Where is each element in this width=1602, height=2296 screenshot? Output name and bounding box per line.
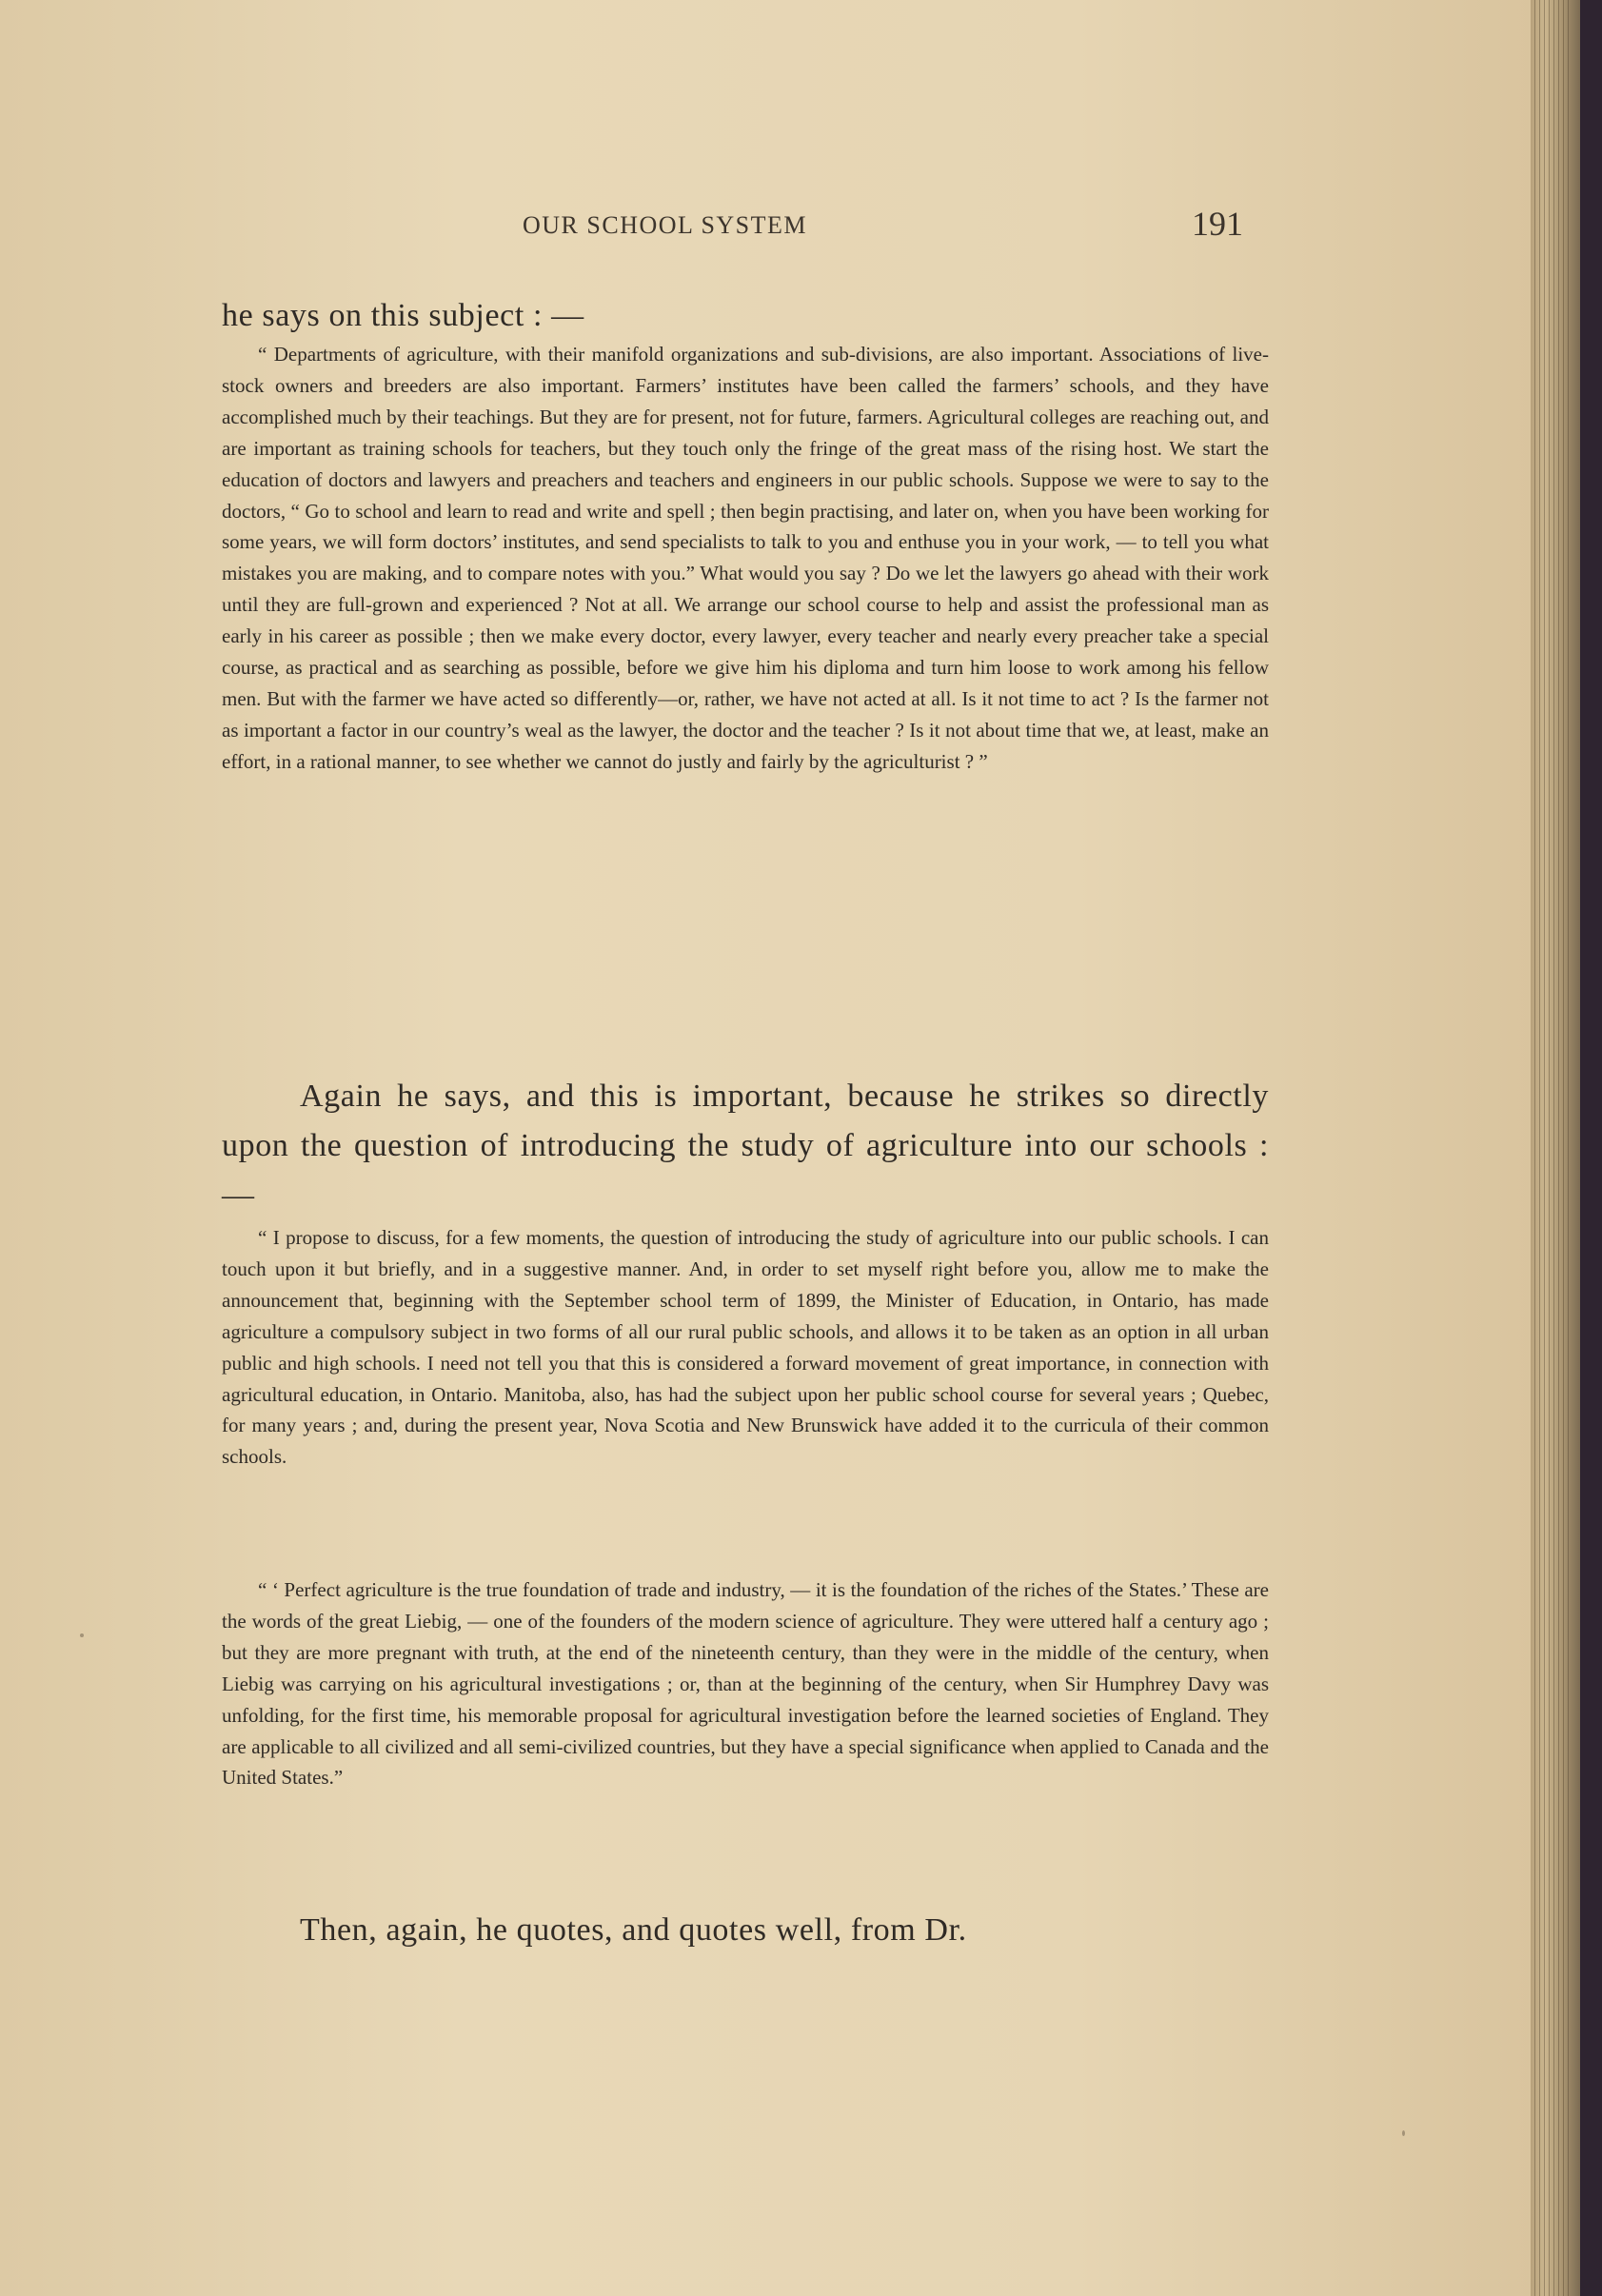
quote-propose-paragraph: “ I propose to discuss, for a few moments, the question of introducing the study of agriculture into our public schools. I can touch upon it but briefly, and in a suggestive manner. And, in order to set myself right before you, allow me to make the announcement that, beginning with the September school term of 1899, the Minister of Education, in Ontario, has made agriculture a compulsory subject in two forms of all our rural public schools, and allows it to be taken as an option in all urban public and high schools. I need not tell you that this is considered a forward movement of great importance, in connection with agricultural education, in Ontario. Manitoba, also, has had the subject upon her public school course for several years ; Quebec, for many years ; and, during the present year, Nova Scotia and New Brunswick have added it to the curricula of their common schools. [222,1226,1269,1469]
page-speck [1402,2130,1405,2136]
page-edge-lines [1534,0,1572,2296]
running-head: OUR SCHOOL SYSTEM [523,211,808,239]
quote-departments-paragraph: “ Departments of agriculture, with their manifold organizations and sub-divisions, are also important. Associations of live-stock owners and breeders are also important. Farmers’ institutes have been called the farmers’ schools, and they have accomplished much by their teachings. But they are for present, not for future, farmers. Agricultural colleges are reaching out, and are important as training schools for teachers, but they touch only the fringe of the great mass of the rising host. We start the education of doctors and lawyers and preachers and teachers and engineers in our public schools. Suppose we were to say to the doctors, “ Go to school and learn to read and write and spell ; then begin practising, and later on, when you have been working for some years, we will form doctors’ institutes, and send specialists to talk to you and enthuse you in your work, — to tell you what mistakes you are making, and to compare notes with you.” What would you say ? Do we let the lawyers go ahead with their work until they are full-grown and experienced ? Not at all. We arrange our school course to help and assist the professional man as early in his career as possible ; then we make every doctor, every lawyer, every teacher and nearly every preacher take a special course, as practical and as searching as possible, before we give him his diploma and turn him loose to work among his fellow men. But with the farmer we have acted so differently—or, rather, we have not acted at all. Is it not time to act ? Is the farmer not as important a factor in our country’s weal as the lawyer, the doctor and the teacher ? Is it not about time that we, at least, make an effort, in a rational manner, to see whether we cannot do justly and fairly by the agriculturist ? ” [222,343,1269,773]
quote-perfect-paragraph: “ ‘ Perfect agriculture is the true foundation of trade and industry, — it is the foundation of the riches of the States.’ These are the words of the great Liebig, — one of the founders of the modern science of agriculture. They were uttered half a century ago ; but they are more pregnant with truth, at the end of the nineteenth century, than they were in the middle of the century, when Liebig was carrying on his agricultural investigations ; or, than at the beginning of the century, when Sir Humphrey Davy was unfolding, for the first time, his memorable proposal for agricultural investigation before the learned societies of England. They are applicable to all civilized and all semi-civilized countries, but they have a special significance when applied to Canada and the United States.” [222,1578,1269,1790]
page-speck [80,1633,84,1637]
book-cover-edge [1580,0,1602,2296]
then-line: Then, again, he quotes, and quotes well, from Dr. [300,1912,967,1948]
page-number: 191 [1192,205,1243,243]
again-paragraph: Again he says, and this is important, because he strikes so directly upon the question of introducing the study of agriculture into our schools : — [222,1079,1269,1213]
intro-line: he says on this subject : — [222,298,584,333]
